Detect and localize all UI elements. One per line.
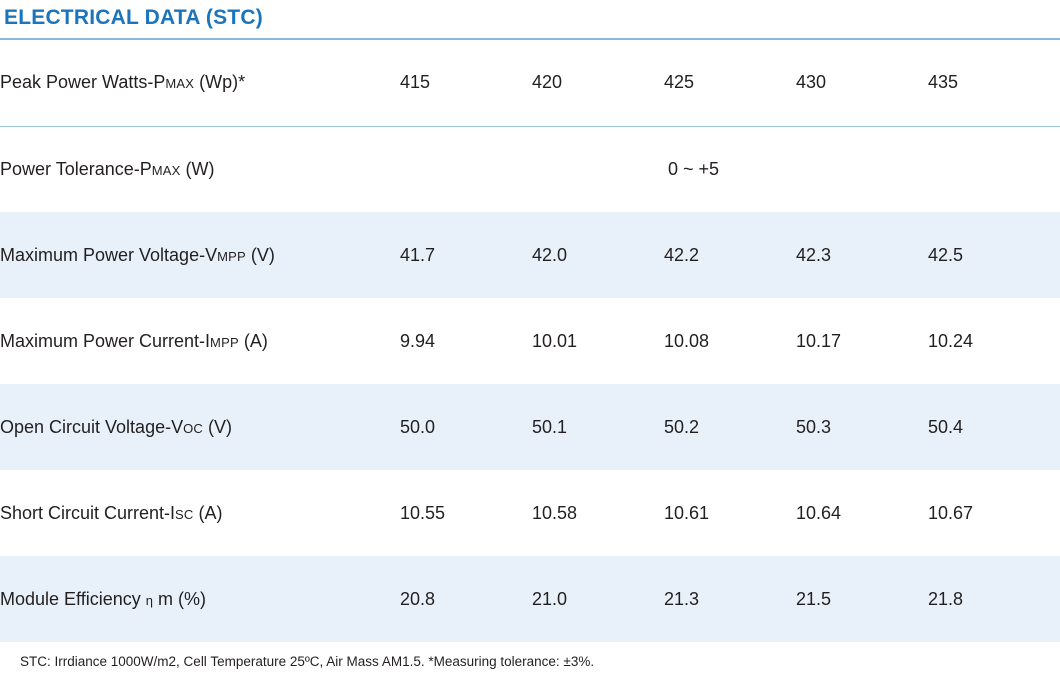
row-label-subscript: OC: [183, 420, 203, 436]
row-label: [0, 212, 400, 298]
cell-value: 50.3: [796, 416, 832, 437]
row-label-main: Maximum Power Voltage-V: [0, 244, 218, 265]
cell-value: 50.4: [928, 416, 964, 437]
row-label: [0, 298, 400, 384]
cell-value: 425: [664, 40, 796, 126]
cell-value: 41.7: [400, 244, 436, 265]
cell-value: 42.2: [664, 244, 700, 265]
row-label-subscript: MPP: [217, 248, 246, 264]
cell-value: 9.94: [400, 330, 436, 351]
row-label-dash: -: [133, 158, 140, 179]
cell-value: 20.8: [400, 588, 436, 609]
row-label: [0, 556, 400, 642]
cell-value-merged: 0 ~ +5: [668, 158, 720, 179]
cell-value: 50.2: [664, 416, 700, 437]
row-label: [0, 126, 400, 212]
electrical-data-table: [0, 40, 1060, 642]
cell-value: 21.0: [532, 588, 568, 609]
cell-value: 10.58: [532, 502, 578, 523]
cell-value: 42.0: [532, 244, 568, 265]
table-row: [0, 126, 1060, 212]
row-label: [0, 40, 400, 126]
cell-value: 21.8: [928, 588, 964, 609]
cell-value: 21.3: [664, 588, 700, 609]
cell-value: 10.64: [796, 502, 842, 523]
table-row: [0, 298, 1060, 384]
row-label-tail: (A): [238, 330, 268, 351]
cell-value: 10.67: [928, 502, 974, 523]
row-label-tail: (W): [180, 158, 215, 179]
cell-value: 10.55: [400, 502, 446, 523]
cell-value: 50.1: [532, 416, 568, 437]
row-label-main: Short Circuit Current-I: [0, 502, 176, 523]
row-label-subscript: SC: [175, 506, 194, 522]
cell-value: 21.5: [796, 588, 832, 609]
footnote-text: STC: Irrdiance 1000W/m2, Cell Temperature 25ºC, Air Mass AM1.5. *Measuring tolerance: ±3%.: [20, 654, 595, 669]
cell-value: 50.0: [400, 416, 436, 437]
table-row: [0, 470, 1060, 556]
table-row: [0, 556, 1060, 642]
section-title: ELECTRICAL DATA (STC): [4, 6, 263, 29]
cell-value: 415: [400, 40, 532, 126]
row-label-main: Module Efficiency: [0, 588, 146, 609]
row-label-tail: (V): [203, 416, 232, 437]
cell-value: 420: [532, 40, 664, 126]
row-label: [0, 470, 400, 556]
row-label-main: Open Circuit Voltage-V: [0, 416, 184, 437]
row-label-subscript: MPP: [210, 334, 239, 350]
table-row: [0, 212, 1060, 298]
cell-value: 10.08: [664, 330, 710, 351]
cell-value: 10.01: [532, 330, 578, 351]
row-label: [0, 384, 400, 470]
row-label-tail: m (%): [152, 588, 206, 609]
row-label-mid: P: [139, 158, 152, 179]
row-label-main: Maximum Power Current-I: [0, 330, 211, 351]
row-label-main: Power Tolerance: [0, 158, 134, 179]
cell-value: 10.17: [796, 330, 842, 351]
row-label-subscript: MAX: [165, 76, 195, 92]
row-label-eta-symbol: η: [145, 592, 153, 608]
table-row: [0, 40, 1060, 126]
cell-value: 435: [928, 40, 1060, 126]
table-row: [0, 384, 1060, 470]
cell-value: 42.3: [796, 244, 832, 265]
cell-value: 10.24: [928, 330, 974, 351]
row-label-main: Peak Power Watts-P: [0, 72, 166, 93]
row-label-tail: (A): [193, 502, 223, 523]
cell-value: 430: [796, 40, 928, 126]
row-label-tail: (Wp)*: [194, 72, 246, 93]
row-label-tail: (V): [245, 244, 275, 265]
cell-value: 42.5: [928, 244, 964, 265]
cell-value: 10.61: [664, 502, 710, 523]
row-label-subscript: MAX: [151, 162, 181, 178]
